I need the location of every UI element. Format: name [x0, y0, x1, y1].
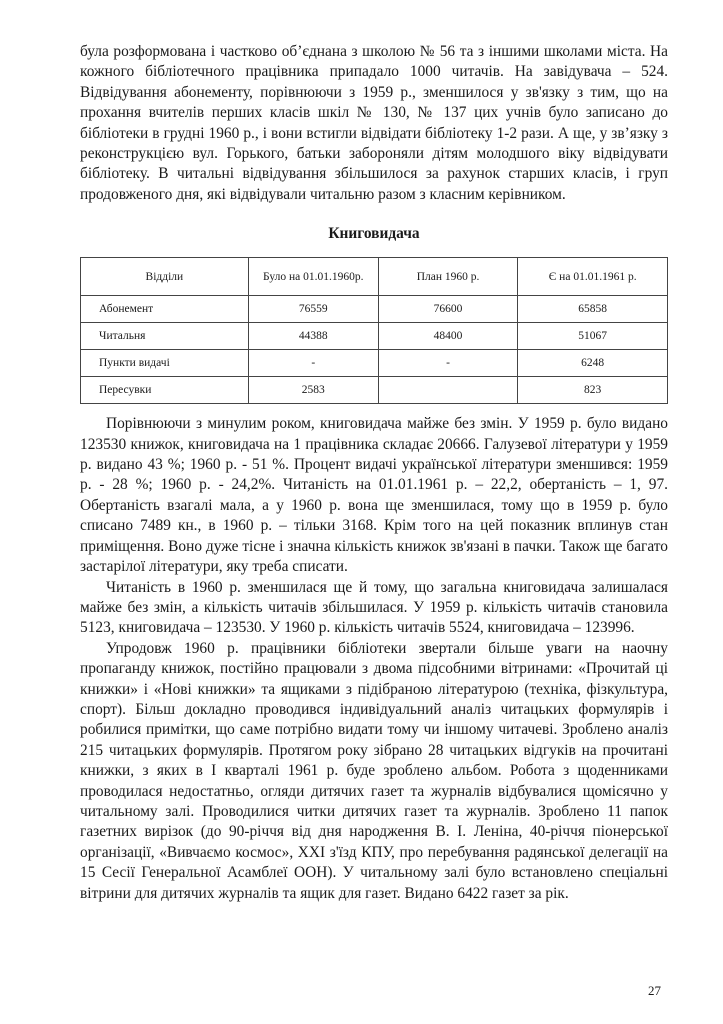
table-cell: 76559: [248, 296, 378, 323]
paragraph: Упродовж 1960 р. працівники бібліотеки звертали більше уваги на наочну пропаганду книжок, постійно працювали з двома підсобними вітринами: «Прочитай ці книжки» і «Нові книжки» та ящиками з підібраною літературою (техніка, фізкультура, спорт). Більш докладно проводився індивідуальний аналіз читацьких формулярів і робилися примітки, що саме потрібно видати тому чи іншому читачеві. Зроблено аналіз 215 читацьких формулярів. Протягом року зібрано 28 читацьких відгуків на прочитані книжки, з яких в І кварталі 1961 р. буде зроблено альбом. Робота з щоденниками проводилася недостатньо, огляди дитячих газет та журналів відбувалися щомісячно у читальному залі. Проводилися читки дитячих газет та журналів. Зроблено 11 папок газетних вирізок (до 90-річчя від дня народження В. І. Леніна, 40-річчя піонерської організації, «Вивчаємо космос», ХХІ з'їзд КПУ, про перебування радянської делегації на 15 Сесії Генеральної Асамблеї ООН). У читальному залі було встановлено спеціальні вітрини для дитячих журналів та ящик для газет. Видано 6422 газет за рік.: [80, 639, 668, 902]
table-row: [81, 323, 668, 350]
table-cell: [378, 377, 518, 404]
table-cell: Пункти видачі: [81, 350, 249, 377]
table-cell: 6248: [518, 350, 668, 377]
table-cell: Читальня: [81, 323, 249, 350]
paragraph: Читаність в 1960 р. зменшилася ще й тому, що загальна книговидача залишалася майже без змін, а кількість читачів збільшилася. У 1959 р. кількість читачів становила 5123, книговидача – 123530. У 1960 р. кількість читачів 5524, книговидача – 123996.: [80, 578, 668, 637]
table-cell: 823: [518, 377, 668, 404]
header-cell: Є на 01.01.1961 р.: [518, 258, 668, 296]
page-number: 27: [648, 983, 661, 998]
table-cell: -: [248, 350, 378, 377]
table-cell: Пересувки: [81, 377, 249, 404]
table-row: [81, 296, 668, 323]
table-cell: 51067: [518, 323, 668, 350]
table-cell: -: [378, 350, 518, 377]
table-cell: 65858: [518, 296, 668, 323]
header-cell: Було на 01.01.1960р.: [248, 258, 378, 296]
table-cell: 2583: [248, 377, 378, 404]
table-cell: 76600: [378, 296, 518, 323]
header-cell: План 1960 р.: [378, 258, 518, 296]
paragraph: була розформована і частково об’єднана з школою № 56 та з іншими школами міста. На кожного бібліотечного працівника припадало 1000 читачів. На завідувача – 524. Відвідування абонементу, порівнюючи з 1959 р., зменшилося у зв'язку з тим, що на прохання вчителів перших класів шкіл № 130, № 137 цих учнів було записано до бібліотеки в грудні 1960 р., і вони встигли відвідати бібліотеку 1-2 рази. А ще, у зв’язку з реконструкцією вул. Горького, батьки забороняли дітям молодшого віку відвідувати бібліотеку. В читальні відвідування збільшилося за рахунок старших класів, і груп продовженого дня, які відвідували читальню разом з класним керівником.: [80, 43, 668, 203]
document-page: [80, 42, 668, 904]
table-row: [81, 377, 668, 404]
header-cell: Відділи: [81, 258, 249, 296]
paragraph: Порівнюючи з минулим роком, книговидача майже без змін. У 1959 р. було видано 123530 книжок, книговидача на 1 працівника складає 20666. Галузевої літератури у 1959 р. видано 43 %; 1960 р. - 51 %. Процент видачі української літератури зменшився: 1959 р. - 28 %; 1960 р. - 24,2%. Читаність на 01.01.1961 р. – 22,2, обертаність – 1, 97. Обертаність взагалі мала, а у 1960 р. вона ще зменшилася, тому що в 1959 р. було списано 7489 кн., в 1960 р. – тільки 3168. Крім того на цей показник вплинув стан приміщення. Воно дуже тісне і значна кількість книжок зв'язані в пачки. Також ще багато застарілої літератури, яку треба списати.: [80, 415, 668, 576]
table-cell: 48400: [378, 323, 518, 350]
book-issue-table: [80, 257, 668, 404]
table-header-row: [81, 258, 668, 296]
table-row: [81, 350, 668, 377]
table-title: Книговидача: [328, 225, 420, 243]
table-cell: 44388: [248, 323, 378, 350]
table-cell: Абонемент: [81, 296, 249, 323]
